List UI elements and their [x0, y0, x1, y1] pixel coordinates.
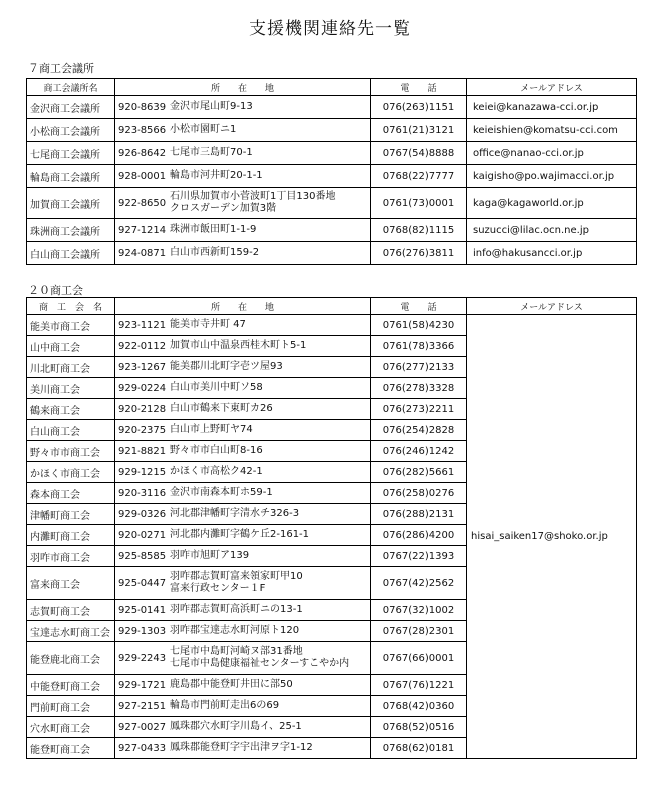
org-name: 中能登町商工会 [27, 675, 115, 696]
org-name: 白山商工会 [27, 420, 115, 441]
zip-code: 927-2151 [118, 700, 167, 712]
org-name: 森本商工会 [27, 483, 115, 504]
email-address: office@nanao-cci.or.jp [467, 142, 637, 165]
org-name: 川北町商工会 [27, 357, 115, 378]
address-cell [115, 567, 371, 600]
phone-number: 076(277)2133 [371, 357, 467, 378]
address-text: 鳳珠郡能登町字宇出津ヲ字1-12 [170, 742, 313, 753]
shared-email-address: hisai_saiken17@shoko.or.jp [467, 315, 637, 759]
zip-code: 927-1214 [118, 224, 167, 236]
commerce-table [26, 297, 637, 759]
table-row [27, 96, 637, 119]
address-text: 輪島市門前町走出6の69 [170, 700, 280, 711]
section-label-commerce: ２０商工会 [28, 284, 83, 297]
phone-number: 076(246)1242 [371, 441, 467, 462]
org-name: 宝達志水町商工会 [27, 621, 115, 642]
header-mail: メールアドレス [467, 79, 637, 96]
address-text: 能美郡川北町字壱ツ屋93 [170, 361, 283, 372]
address-text: 金沢市尾山町9-13 [170, 101, 253, 112]
email-address: suzucci@lilac.ocn.ne.jp [467, 219, 637, 242]
address-text: 輪島市河井町20-1-1 [170, 170, 263, 181]
header-name: 商 工 会 名 [27, 298, 115, 315]
table-header-row [27, 298, 637, 315]
zip-code: 922-8650 [118, 197, 167, 209]
phone-number: 076(282)5661 [371, 462, 467, 483]
address-cell [115, 420, 371, 441]
address-text: 羽咋郡宝達志水町河原ト120 [170, 625, 300, 636]
address-text: かほく市高松ク42-1 [170, 466, 263, 477]
table-row [27, 219, 637, 242]
org-name: 七尾商工会議所 [27, 142, 115, 165]
address-text: 野々市市白山町8-16 [170, 445, 263, 456]
address-text: 石川県加賀市小菅波町1丁目130番地 クロスガーデン加賀3階 [170, 191, 336, 214]
address-text: 小松市園町ニ1 [170, 124, 237, 135]
chambers-table [26, 78, 637, 265]
address-cell [115, 621, 371, 642]
email-address: keieishien@komatsu-cci.com [467, 119, 637, 142]
org-name: 輪島商工会議所 [27, 165, 115, 188]
phone-number: 0768(82)1115 [371, 219, 467, 242]
phone-number: 0767(76)1221 [371, 675, 467, 696]
org-name: 加賀商工会議所 [27, 188, 115, 219]
address-text: 河北郡津幡町字清水チ326-3 [170, 508, 300, 519]
org-name: 鶴来商工会 [27, 399, 115, 420]
zip-code: 924-0871 [118, 247, 167, 259]
table-row [27, 188, 637, 219]
phone-number: 0768(22)7777 [371, 165, 467, 188]
zip-code: 922-0112 [118, 340, 167, 352]
section-label-chambers: ７商工会議所 [28, 62, 94, 75]
zip-code: 925-0447 [118, 577, 167, 589]
table-row [27, 315, 637, 336]
table-row [27, 242, 637, 265]
address-text: 白山市鶴来下東町カ26 [170, 403, 273, 414]
table-header-row [27, 79, 637, 96]
org-name: 羽咋市商工会 [27, 546, 115, 567]
address-cell [115, 188, 371, 219]
phone-number: 0761(58)4230 [371, 315, 467, 336]
phone-number: 0767(28)2301 [371, 621, 467, 642]
address-cell [115, 357, 371, 378]
org-name: 能登鹿北商工会 [27, 642, 115, 675]
zip-code: 921-8821 [118, 445, 167, 457]
phone-number: 0761(21)3121 [371, 119, 467, 142]
phone-number: 076(288)2131 [371, 504, 467, 525]
org-name: 内灘町商工会 [27, 525, 115, 546]
address-cell [115, 96, 371, 119]
header-tel: 電 話 [371, 79, 467, 96]
phone-number: 0768(62)0181 [371, 738, 467, 759]
address-text: 河北郡内灘町字鶴ケ丘2-161-1 [170, 529, 310, 540]
address-text: 羽咋郡志賀町高浜町ニの13-1 [170, 604, 303, 615]
phone-number: 076(258)0276 [371, 483, 467, 504]
address-text: 白山市美川中町ソ58 [170, 382, 263, 393]
address-cell [115, 219, 371, 242]
address-cell [115, 119, 371, 142]
address-text: 七尾市三島町70-1 [170, 147, 253, 158]
zip-code: 929-0224 [118, 382, 167, 394]
address-text: 能美市寺井町 47 [170, 319, 246, 330]
org-name: 能美市商工会 [27, 315, 115, 336]
address-text: 羽咋市旭町ア139 [170, 550, 250, 561]
email-address: keiei@kanazawa-cci.or.jp [467, 96, 637, 119]
zip-code: 920-2128 [118, 403, 167, 415]
address-cell [115, 717, 371, 738]
org-name: 小松商工会議所 [27, 119, 115, 142]
address-cell [115, 675, 371, 696]
zip-code: 929-0326 [118, 508, 167, 520]
phone-number: 076(278)3328 [371, 378, 467, 399]
org-name: 美川商工会 [27, 378, 115, 399]
org-name: 志賀町商工会 [27, 600, 115, 621]
zip-code: 926-8642 [118, 147, 167, 159]
address-cell [115, 242, 371, 265]
address-text: 白山市上野町ヤ74 [170, 424, 253, 435]
address-cell [115, 462, 371, 483]
phone-number: 076(273)2211 [371, 399, 467, 420]
address-text: 鹿島郡中能登町井田に部50 [170, 679, 293, 690]
address-text: 白山市西新町159-2 [170, 247, 260, 258]
zip-code: 929-1215 [118, 466, 167, 478]
phone-number: 0767(22)1393 [371, 546, 467, 567]
org-name: 金沢商工会議所 [27, 96, 115, 119]
org-name: 津幡町商工会 [27, 504, 115, 525]
phone-number: 0761(73)0001 [371, 188, 467, 219]
address-cell [115, 315, 371, 336]
zip-code: 920-8639 [118, 101, 167, 113]
address-cell [115, 600, 371, 621]
phone-number: 0767(66)0001 [371, 642, 467, 675]
phone-number: 076(276)3811 [371, 242, 467, 265]
header-tel: 電 話 [371, 298, 467, 315]
header-address: 所 在 地 [115, 298, 371, 315]
address-cell [115, 546, 371, 567]
zip-code: 920-2375 [118, 424, 167, 436]
phone-number: 0767(42)2562 [371, 567, 467, 600]
zip-code: 923-8566 [118, 124, 167, 136]
phone-number: 076(254)2828 [371, 420, 467, 441]
table-row [27, 142, 637, 165]
email-address: kaga@kagaworld.or.jp [467, 188, 637, 219]
phone-number: 0767(32)1002 [371, 600, 467, 621]
zip-code: 920-0271 [118, 529, 167, 541]
phone-number: 0761(78)3366 [371, 336, 467, 357]
zip-code: 929-1721 [118, 679, 167, 691]
table-row [27, 119, 637, 142]
org-name: かほく市商工会 [27, 462, 115, 483]
email-address: info@hakusancci.or.jp [467, 242, 637, 265]
page-title: 支援機関連絡先一覧 [249, 19, 411, 39]
address-text: 加賀市山中温泉西桂木町ト5-1 [170, 340, 307, 351]
org-name: 珠洲商工会議所 [27, 219, 115, 242]
address-text: 珠洲市飯田町1-1-9 [170, 224, 257, 235]
header-name: 商工会議所名 [27, 79, 115, 96]
address-cell [115, 504, 371, 525]
header-mail: メールアドレス [467, 298, 637, 315]
address-text: 羽咋郡志賀町富来領家町甲10 富来行政センター１F [170, 571, 303, 594]
phone-number: 076(263)1151 [371, 96, 467, 119]
table-row [27, 165, 637, 188]
org-name: 野々市市商工会 [27, 441, 115, 462]
zip-code: 929-2243 [118, 652, 167, 664]
address-text: 鳳珠郡穴水町字川島イ、25-1 [170, 721, 302, 732]
zip-code: 925-0141 [118, 604, 167, 616]
org-name: 山中商工会 [27, 336, 115, 357]
phone-number: 0768(42)0360 [371, 696, 467, 717]
zip-code: 923-1121 [118, 319, 167, 331]
address-cell [115, 738, 371, 759]
zip-code: 927-0433 [118, 742, 167, 754]
address-cell [115, 696, 371, 717]
zip-code: 928-0001 [118, 170, 167, 182]
org-name: 門前町商工会 [27, 696, 115, 717]
address-cell [115, 142, 371, 165]
address-text: 七尾市中島町河崎ヌ部31番地 七尾市中島健康福祉センターすこやか内 [170, 646, 350, 669]
address-cell [115, 525, 371, 546]
address-cell [115, 483, 371, 504]
address-cell [115, 642, 371, 675]
phone-number: 0768(52)0516 [371, 717, 467, 738]
org-name: 富来商工会 [27, 567, 115, 600]
zip-code: 923-1267 [118, 361, 167, 373]
zip-code: 925-8585 [118, 550, 167, 562]
zip-code: 920-3116 [118, 487, 167, 499]
org-name: 白山商工会議所 [27, 242, 115, 265]
phone-number: 0767(54)8888 [371, 142, 467, 165]
zip-code: 929-1303 [118, 625, 167, 637]
address-text: 金沢市南森本町ホ59-1 [170, 487, 273, 498]
org-name: 穴水町商工会 [27, 717, 115, 738]
address-cell [115, 441, 371, 462]
email-address: kaigisho@po.wajimacci.or.jp [467, 165, 637, 188]
org-name: 能登町商工会 [27, 738, 115, 759]
header-address: 所 在 地 [115, 79, 371, 96]
address-cell [115, 336, 371, 357]
address-cell [115, 378, 371, 399]
address-cell [115, 399, 371, 420]
address-cell [115, 165, 371, 188]
zip-code: 927-0027 [118, 721, 167, 733]
phone-number: 076(286)4200 [371, 525, 467, 546]
